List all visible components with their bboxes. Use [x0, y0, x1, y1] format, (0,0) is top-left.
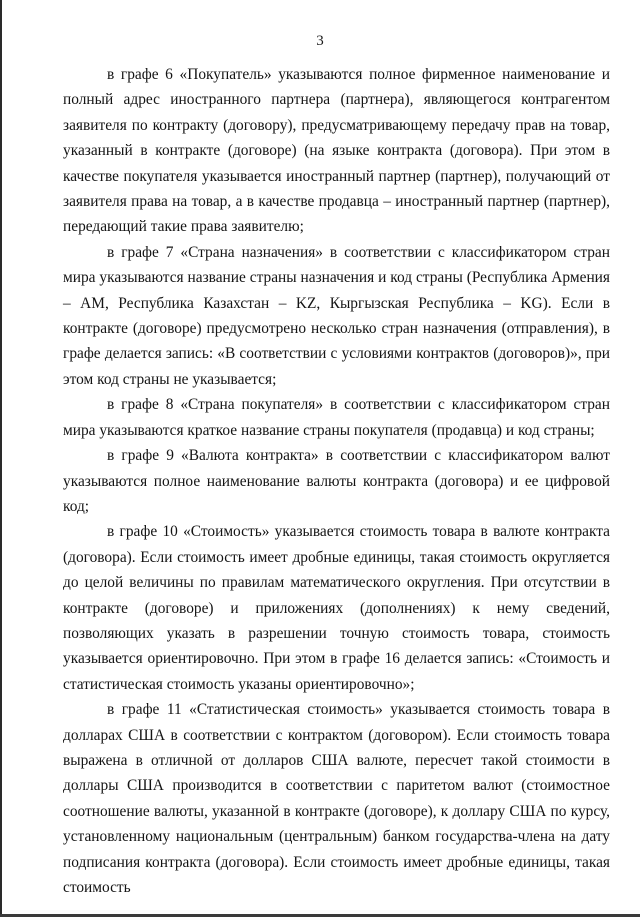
paragraph-graph-11-statistical-value: в графе 11 «Статистическая стоимость» указывается стоимость товара в долларах США в соответствии с контрактом (договором). Если стоимость товара выражена в отличной от долларов США валюте, пересчет такой стоимости в доллары США производится в соответствии с паритетом валют (стоимостное соотношение валюты, указанной в контракте (договоре), к доллару США по курсу, установленному национальным (центральным) банком государства-члена на дату подписания контракта (договора). Если стоимость имеет дробные единицы, такая стоимость — [63, 701, 610, 896]
paragraph-graph-6-buyer: в графе 6 «Покупатель» указываются полное фирменное наименование и полный адрес иностранного партнера (партнера), являющегося контрагентом заявителя по контракту (договору), предусматривающему передачу прав на товар, указанный в контракте (договоре) (на языке контракта (договора). При этом в качестве покупателя указывается иностранный партнер (партнер), получающий от заявителя права на товар, а в качестве продавца – иностранный партнер (партнер), передающий такие права заявителю; — [63, 66, 610, 236]
document-body — [63, 62, 610, 900]
scan-left-edge — [0, 0, 2, 917]
paragraph-graph-8-buyer-country: в графе 8 «Страна покупателя» в соответствии с классификатором стран мира указываются краткое название страны покупателя (продавца) и код страны; — [63, 396, 610, 439]
page-number: 3 — [316, 33, 324, 49]
paragraph-graph-7-destination-country: в графе 7 «Страна назначения» в соответствии с классификатором стран мира указываются название страны назначения и код страны (Республика Армения – AM, Республика Казахстан – KZ, Кыргызская Республика – KG). Если в контракте (договоре) предусмотрено несколько стран назначения (отправления), в графе делается запись: «В соответствии с условиями контрактов (договоров)», при этом код страны не указывается; — [63, 243, 610, 388]
paragraph-graph-9-contract-currency: в графе 9 «Валюта контракта» в соответствии с классификатором валют указываются полное наименование валюты контракта (договора) и ее цифровой код; — [63, 447, 610, 515]
paragraph-graph-10-value: в графе 10 «Стоимость» указывается стоимость товара в валюте контракта (договора). Если стоимость имеет дробные единицы, такая стоимость округляется до целой величины по правилам математического округления. При отсутствии в контракте (договоре) и приложениях (дополнениях) к нему сведений, позволяющих указать в разрешении точную стоимость товара, стоимость указывается ориентировочно. При этом в графе 16 делается запись: «Стоимость и статистическая стоимость указаны ориентировочно»; — [63, 523, 610, 693]
